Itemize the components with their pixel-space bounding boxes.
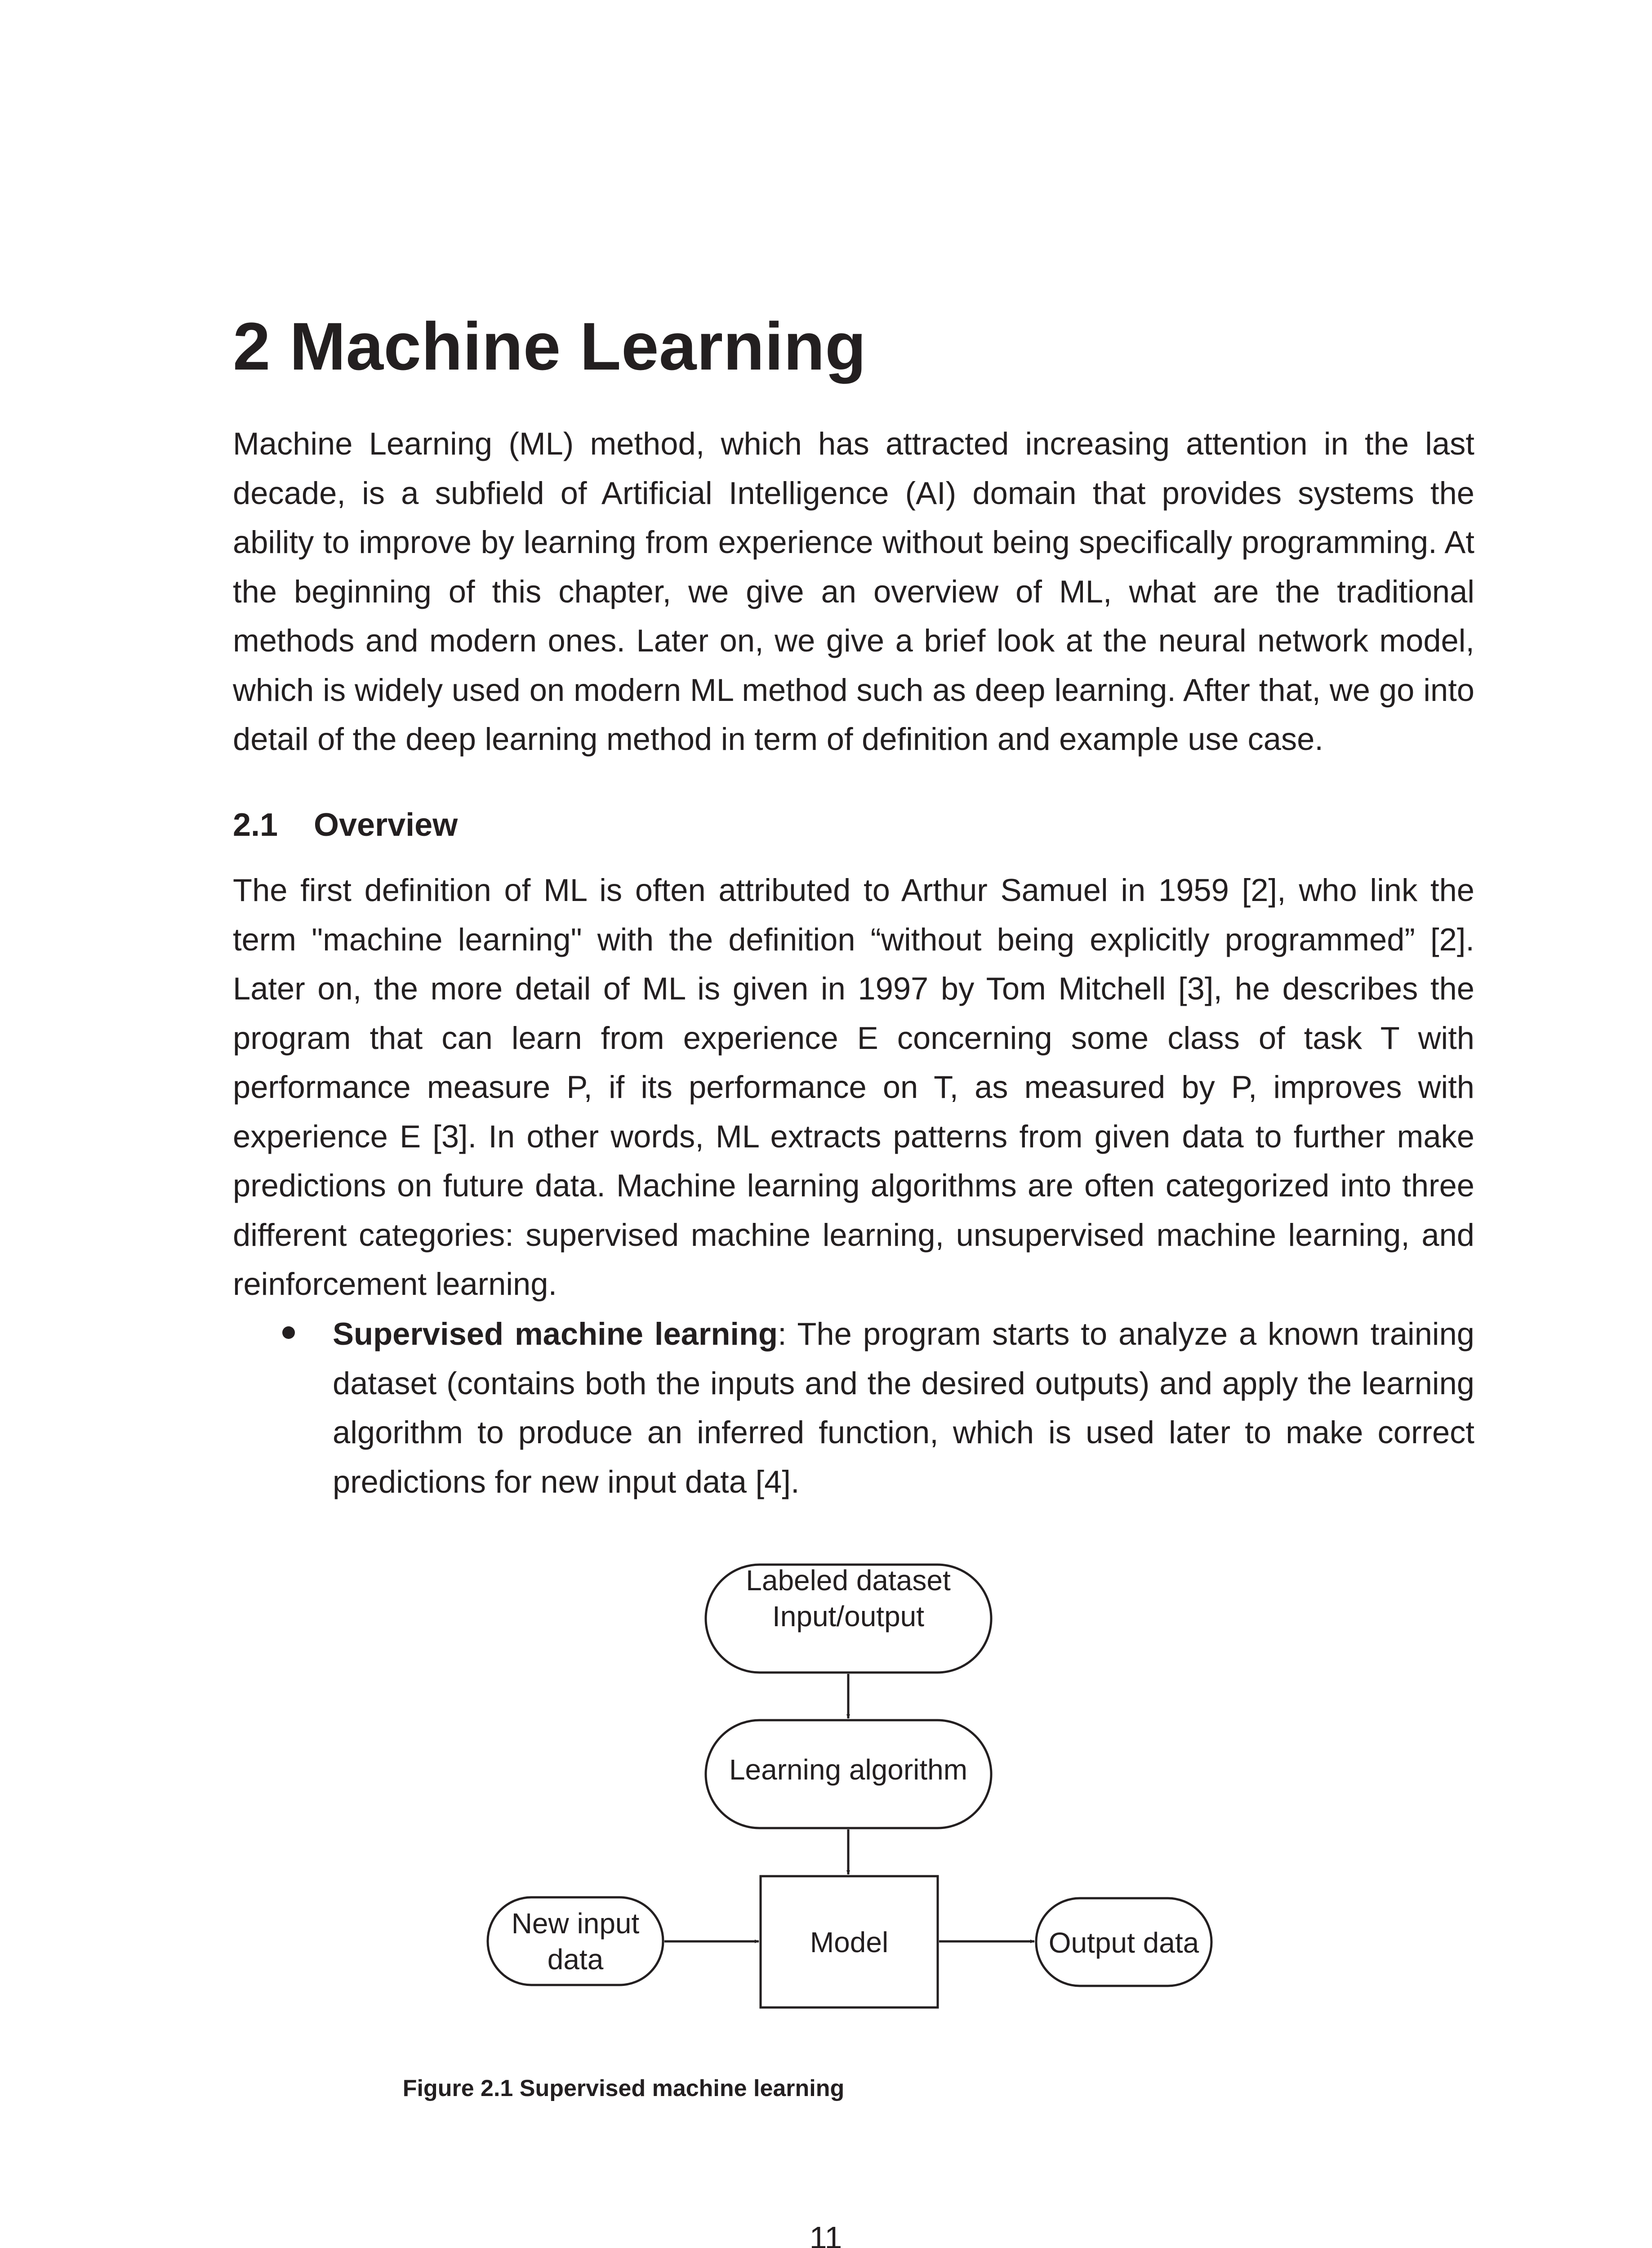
intro-paragraph: Machine Learning (ML) method, which has attracted increasing attention in the last decade, is a subfield of Artificial Intelligence (AI) domain that provides systems the ability to improve by learning from experience without being specifically programming. At the beginning of this chapter, we give an overview of ML, what are the traditional methods and modern ones. Later on, we give a brief look at the neural network model, which is widely used on modern ML method such as deep learning. After that, we go into detail of the deep learning method in term of definition and example use case. <box>233 426 1474 757</box>
node-output-data-label: Output data <box>1048 1927 1199 1959</box>
node-learning-algorithm-label: Learning algorithm <box>729 1753 968 1786</box>
node-labeled-dataset <box>706 1564 991 1673</box>
page-number: 11 <box>809 2220 842 2248</box>
node-output-data <box>1036 1898 1211 1986</box>
node-model <box>761 1876 938 2007</box>
overview-paragraph: The first definition of ML is often attributed to Arthur Samuel in 1959 [2], who link the term "machine learning" with the definition “without being explicitly programmed” [2]. Later on, the more detail of ML is given in 1997 by Tom Mitchell [3], he describes the program that can learn from experience E concerning some class of task T with performance measure P, if its performance on T, as measured by P, improves with experience E [3]. In other words, ML extracts patterns from given data to further make predictions on future data. Machine learning algorithms are often categorized into three different categories: supervised machine learning, unsupervised machine learning, and reinforcement learning. <box>233 872 1474 1302</box>
chapter-title: 2 Machine Learning <box>233 308 867 384</box>
node-learning-algorithm <box>706 1720 991 1828</box>
bullet-term: Supervised machine learning <box>333 1316 778 1351</box>
bullet-description: : The program starts to analyze a known training dataset (contains both the inputs and the desired outputs) and apply the learning algorithm to produce an inferred function, which is used later to make correct predictions for new input data [4]. <box>333 1316 1474 1499</box>
section-title: Overview <box>314 807 458 843</box>
node-new-input-data-line-2: data <box>547 1943 604 1976</box>
node-new-input-data <box>488 1897 663 1985</box>
section-number: 2.1 <box>233 807 278 843</box>
node-new-input-data-line-1: New input <box>511 1907 640 1940</box>
node-model-label: Model <box>810 1926 889 1958</box>
node-labeled-dataset-line-1: Labeled dataset <box>746 1564 951 1597</box>
node-labeled-dataset-line-2: Input/output <box>772 1600 925 1632</box>
figure-caption: Figure 2.1 Supervised machine learning <box>402 2075 845 2101</box>
